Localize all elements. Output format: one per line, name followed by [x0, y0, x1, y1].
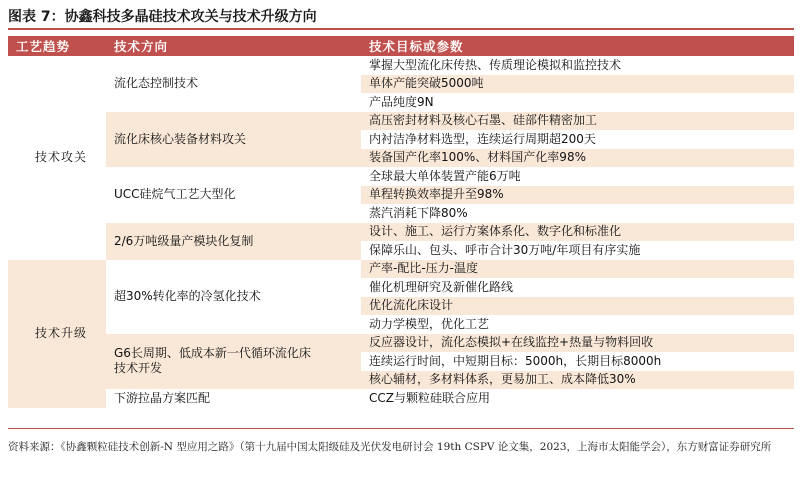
bottom-divider	[8, 428, 794, 429]
figure-title: 图表 7：协鑫科技多晶硅技术攻关与技术升级方向	[8, 9, 317, 25]
target-cell: 保障乐山、包头、呼市合计30万吨/年项目有序实施	[361, 241, 794, 260]
target-cell: CCZ与颗粒硅联合应用	[361, 389, 794, 408]
target-cell: 全球最大单体装置产能6万吨	[361, 167, 794, 186]
target-cell: 产率-配比-压力-温度	[361, 260, 794, 279]
target-cell: 产品纯度9N	[361, 93, 794, 112]
table-row	[8, 56, 794, 75]
direction-cell	[106, 334, 361, 390]
direction-cell: UCC硅烷气工艺大型化	[106, 167, 361, 223]
top-divider	[8, 28, 794, 30]
direction-cell: 下游拉晶方案匹配	[106, 389, 361, 408]
target-cell: 蒸汽消耗下降80%	[361, 204, 794, 223]
table-row	[8, 389, 794, 408]
target-cell: 内衬洁净材料选型，连续运行周期超200天	[361, 130, 794, 149]
target-cell: 催化机理研究及新催化路线	[361, 278, 794, 297]
tech-table	[8, 36, 794, 408]
target-cell: 反应器设计，流化态模拟+在线监控+热量与物料回收	[361, 334, 794, 353]
direction-line: G6长周期、低成本新一代循环流化床	[114, 346, 311, 361]
table-row	[8, 167, 794, 186]
target-cell: 设计、施工、运行方案体系化、数字化和标准化	[361, 223, 794, 242]
target-cell: 单程转换效率提升至98%	[361, 186, 794, 205]
target-cell: 连续运行时间，中短期目标：5000h，长期目标8000h	[361, 352, 794, 371]
table-row	[8, 334, 794, 353]
direction-cell: 2/6万吨级量产模块化复制	[106, 223, 361, 260]
table-row	[8, 223, 794, 242]
table-row	[8, 112, 794, 131]
header-row	[8, 36, 794, 56]
direction-cell: 超30%转化率的冷氢化技术	[106, 260, 361, 334]
target-cell: 高压密封材料及核心石墨、硅部件精密加工	[361, 112, 794, 131]
target-cell: 单体产能突破5000吨	[361, 75, 794, 94]
direction-cell: 流化床核心装备材料攻关	[106, 112, 361, 168]
direction-line: 技术开发	[114, 361, 163, 376]
header-direction: 技术方向	[106, 36, 361, 56]
target-cell: 掌握大型流化床传热、传质理论模拟和监控技术	[361, 56, 794, 75]
target-cell: 优化流化床设计	[361, 297, 794, 316]
trend-cell: 技术攻关	[8, 56, 106, 260]
table-row	[8, 260, 794, 279]
trend-cell: 技术升级	[8, 260, 106, 408]
target-cell: 装备国产化率100%、材料国产化率98%	[361, 149, 794, 168]
target-cell: 动力学模型，优化工艺	[361, 315, 794, 334]
target-cell: 核心辅材，多材料体系，更易加工、成本降低30%	[361, 371, 794, 390]
header-trend: 工艺趋势	[8, 36, 106, 56]
header-target: 技术目标或参数	[361, 36, 794, 56]
direction-cell: 流化态控制技术	[106, 56, 361, 112]
source-note: 资料来源：《协鑫颗粒硅技术创新-N 型应用之路》（第十九届中国太阳级硅及光伏发电研讨会 19th CSPV 论文集，2023，上海市太阳能学会），东方财富证券研究所	[8, 441, 772, 453]
